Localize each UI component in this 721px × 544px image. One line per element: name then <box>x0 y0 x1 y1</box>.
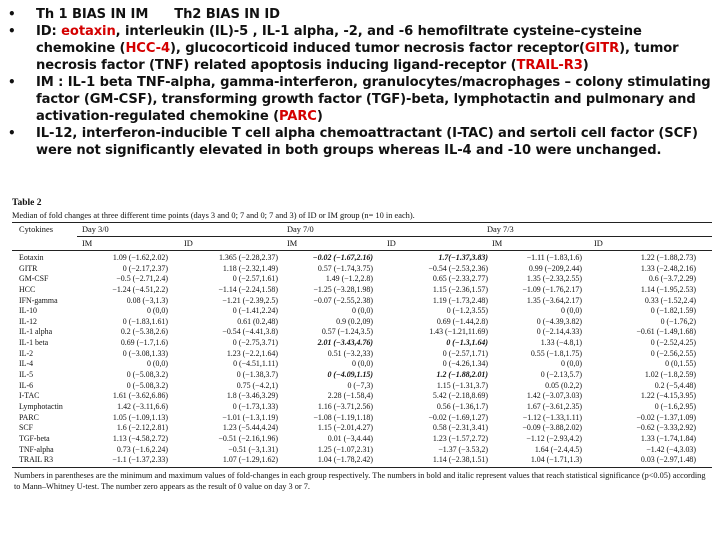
header-id-2: ID <box>387 239 396 248</box>
fold-change-cell: 1.33 (−1.74,1.84) <box>640 433 696 443</box>
fold-change-cell: 1.42 (−3.11,6.6) <box>117 401 168 411</box>
cytokine-name: IFN-gamma <box>19 295 58 305</box>
id-text-3: ), glucocorticoid induced tumor necrosis factor receptor( <box>169 41 585 56</box>
fold-change-cell: 1.22 (−1.88,2.73) <box>640 253 696 262</box>
fold-change-cell: 1.07 (−1.29,1.62) <box>222 455 278 465</box>
fold-change-cell: 1.35 (−3.64,2.17) <box>526 295 582 305</box>
fold-change-cell: 0 (−4.26,1.34) <box>442 359 488 369</box>
fold-change-cell: 0.55 (−1.8,1.75) <box>530 348 582 358</box>
fold-change-cell: 0.01 (−3,4.44) <box>327 433 373 443</box>
fold-change-cell: 0 (0,0) <box>146 306 168 316</box>
fold-change-cell: 1.25 (−1.07,2.31) <box>317 444 373 454</box>
bullet-dot: • <box>8 7 16 21</box>
fold-change-cell: −1.11 (−1.83,1.6) <box>526 253 582 262</box>
fold-change-cell: 0.2 (−5.38,2.6) <box>120 327 168 337</box>
bullet-id-cytokines <box>6 23 716 74</box>
fold-change-cell: 0 (0,1.55) <box>665 359 696 369</box>
fold-change-cell: 1.23 (−2.2,1.64) <box>226 348 278 358</box>
table-row <box>12 402 712 413</box>
table-row <box>12 274 712 285</box>
table-label: Table 2 <box>12 198 42 208</box>
fold-change-cell: 1.35 (−2.33,2.55) <box>526 274 582 284</box>
cytokine-name: TGF-beta <box>19 433 50 443</box>
table-row <box>12 359 712 370</box>
fold-change-cell: 1.15 (−2.01,4.27) <box>317 423 373 433</box>
fold-change-cell: 0.6 (−3.7,2.29) <box>648 274 696 284</box>
table-caption: Median of fold changes at three different time points (days 3 and 0; 7 and 0; 7 and 3) of ID or IM group (n= 10 in each). <box>12 211 415 220</box>
bullet-th-bias <box>6 6 716 23</box>
fold-change-cell: −0.54 (−2.53,2.36) <box>428 263 488 273</box>
fold-change-cell: −0.5 (−2.71,2.4) <box>116 274 168 284</box>
table-footnote: Numbers in parentheses are the minimum and maximum values of fold-changes in each group respectively. The numbers in bold and italic represent values that reach statistical significance (p<0.05) according to Mann–Whitney U-test. The number zero appears as the result of 0 value on day 3 or 7. <box>14 470 706 491</box>
bullet-not-elevated <box>6 125 716 159</box>
fold-change-cell: 1.05 (−1.09,1.13) <box>112 412 168 422</box>
fold-change-cell: −0.51 (−2.16,1.96) <box>218 433 278 443</box>
table-row <box>12 264 712 275</box>
id-text-5: ) <box>582 58 589 73</box>
fold-change-cell: 0.69 (−1.44,2.8) <box>436 316 488 326</box>
fold-change-cell: 1.16 (−3.71,2.56) <box>317 401 373 411</box>
fold-change-cell: 0 (−2.75,3.71) <box>232 338 278 348</box>
fold-change-cell: −1.1 (−1.37,2.33) <box>112 455 168 465</box>
table-row <box>12 413 712 424</box>
fold-change-cell: 0.99 (−209,2.44) <box>528 263 582 273</box>
fold-change-cell: 0.56 (−1.36,1.7) <box>436 401 488 411</box>
fold-change-cell: 0.2 (−5,4.48) <box>654 380 696 390</box>
header-id-1: ID <box>184 239 193 248</box>
cytokine-name: IL-5 <box>19 370 34 380</box>
fold-change-cell: 1.6 (−2.12,2.81) <box>116 423 168 433</box>
fold-change-cell: 2.28 (−1.58,4) <box>327 391 373 401</box>
header-day30: Day 3/0 <box>82 225 109 234</box>
fold-change-cell: 0.75 (−4.2,1) <box>236 380 278 390</box>
fold-change-cell: −0.02 (−1.69,1.27) <box>428 412 488 422</box>
fold-change-cell: 0 (−5.08,3.2) <box>126 370 168 380</box>
fold-change-cell: 1.14 (−2.38,1.51) <box>432 455 488 465</box>
fold-change-cell: 0 (−2.13,5.7) <box>540 370 582 380</box>
fold-change-cell: 0 (−1.73,1.33) <box>232 401 278 411</box>
fold-change-cell: 0.05 (0.2,2) <box>545 380 582 390</box>
fold-change-cell: −1.42 (−4,3.03) <box>646 444 696 454</box>
fold-change-cell: 0 (−4.09,1.15) <box>327 370 373 380</box>
bullet-dot: • <box>8 24 16 38</box>
fold-change-cell: −0.09 (−3.88,2.02) <box>522 423 582 433</box>
fold-change-cell: 1.42 (−3.07,3.03) <box>526 391 582 401</box>
fold-change-cell: 1.04 (−1.71,1.3) <box>530 455 582 465</box>
fold-change-cell: 1.61 (−3.62,6.86) <box>112 391 168 401</box>
cytokine-name: GITR <box>19 263 38 273</box>
fold-change-table <box>12 198 712 492</box>
th1-bias-text: Th 1 BIAS IN IM <box>36 7 149 22</box>
table-row <box>12 381 712 392</box>
header-im-3: IM <box>492 239 503 248</box>
fold-change-cell: 0.51 (−3.2,33) <box>327 348 373 358</box>
table-row <box>12 423 712 434</box>
fold-change-cell: 0 (−2.56,2.55) <box>650 348 696 358</box>
header-im-2: IM <box>287 239 298 248</box>
fold-change-cell: 0 (−3.08,1.33) <box>122 348 168 358</box>
fold-change-cell: 0 (−1.82,1.59) <box>650 306 696 316</box>
cytokine-name: GM-CSF <box>19 274 49 284</box>
header-im-1: IM <box>82 239 93 248</box>
fold-change-cell: 0.03 (−2.97,1.48) <box>640 455 696 465</box>
cytokine-name: IL-6 <box>19 380 34 390</box>
fold-change-cell: 0.61 (0.2,48) <box>237 316 278 326</box>
th2-bias-text: Th2 BIAS IN ID <box>174 7 280 22</box>
fold-change-cell: 1.64 (−2.4,4.5) <box>534 444 582 454</box>
fold-change-cell: 0 (−5.08,3.2) <box>126 380 168 390</box>
fold-change-cell: 0 (−4.51,1.11) <box>233 359 278 369</box>
id-text-4: ), tumor necrosis factor (TNF) related apoptosis inducing ligand-receptor ( <box>36 41 679 73</box>
fold-change-cell: 1.22 (−4.15,3.95) <box>640 391 696 401</box>
fold-change-cell: 1.49 (−1.2,2.8) <box>325 274 373 284</box>
fold-change-cell: 0 (−2.57,1.71) <box>442 348 488 358</box>
table-row <box>12 253 712 264</box>
fold-change-cell: 1.18 (−2.32,1.49) <box>222 263 278 273</box>
fold-change-cell: 0.9 (0.2,09) <box>336 316 373 326</box>
fold-change-cell: 0.73 (−1.6,2.24) <box>116 444 168 454</box>
fold-change-cell: 1.23 (−1.57,2.72) <box>432 433 488 443</box>
fold-change-cell: 0 (−1.76,2) <box>660 316 696 326</box>
cytokine-name: IL-1 alpha <box>19 327 53 337</box>
fold-change-cell: −1.24 (−4.51,2.2) <box>112 284 168 294</box>
fold-change-cell: 5.42 (−2.18,8.69) <box>432 391 488 401</box>
bullet-list <box>6 6 716 159</box>
fold-change-cell: 1.14 (−1.95,2.53) <box>640 284 696 294</box>
fold-change-cell: 0 (0,0) <box>146 359 168 369</box>
fold-change-cell: 1.15 (−1.31,3.7) <box>436 380 488 390</box>
highlight-parc: PARC <box>279 109 317 124</box>
fold-change-cell: −1.12 (−1.33,1.11) <box>522 412 582 422</box>
fold-change-cell: 1.19 (−1.73,2.48) <box>432 295 488 305</box>
fold-change-cell: 0 (0,0) <box>351 306 373 316</box>
cytokine-name: PARC <box>19 412 39 422</box>
cytokine-name: SCF <box>19 423 34 433</box>
fold-change-cell: 0 (0,0) <box>351 359 373 369</box>
fold-change-cell: −1.14 (−2.24,1.58) <box>218 284 278 294</box>
fold-change-cell: 0.58 (−2.31,3.41) <box>432 423 488 433</box>
table-row <box>12 370 712 381</box>
fold-change-cell: −0.54 (−4.41,3.8) <box>222 327 278 337</box>
table-row <box>12 349 712 360</box>
highlight-gitr: GITR <box>584 41 620 56</box>
fold-change-cell: 0 (−1.83,1.61) <box>122 316 168 326</box>
fold-change-cell: −0.62 (−3.33,2.92) <box>636 423 696 433</box>
fold-change-cell: −0.51 (−3,1.31) <box>228 444 278 454</box>
cytokine-name: IL-2 <box>19 348 34 358</box>
table-row <box>12 445 712 456</box>
header-day73: Day 7/3 <box>487 225 514 234</box>
bullet-dot: • <box>8 75 16 89</box>
table-body <box>12 251 712 466</box>
fold-change-cell: 1.33 (−2.48,2.16) <box>640 263 696 273</box>
fold-change-cell: 1.33 (−4.8,1) <box>540 338 582 348</box>
fold-change-cell: 0.08 (−3,1.3) <box>126 295 168 305</box>
fold-change-cell: 0 (−1.41,2.24) <box>232 306 278 316</box>
bullet-im-cytokines <box>6 74 716 125</box>
id-text-2: , interleukin (IL)-5 , IL-1 alpha, -2, and -6 hemofiltrate cysteine–cysteine chemokine ( <box>36 24 642 56</box>
fold-change-cell: 0 (−1.3,1.64) <box>446 338 488 348</box>
fold-change-cell: 0 (−1.2,3.55) <box>446 306 488 316</box>
fold-change-cell: −1.37 (−3.53,2) <box>438 444 488 454</box>
cytokine-name: IL-12 <box>19 316 37 326</box>
fold-change-cell: 1.8 (−3.46,3.29) <box>226 391 278 401</box>
fold-change-cell: 1.365 (−2.28,2.37) <box>218 253 278 262</box>
cytokine-name: Lymphotactin <box>19 401 63 411</box>
fold-change-cell: 0 (−2.57,1.61) <box>232 274 278 284</box>
cytokine-name: IL-1 beta <box>19 338 49 348</box>
fold-change-cell: 2.01 (−3.43,4.76) <box>317 338 373 348</box>
fold-change-cell: 0 (0,0) <box>560 359 582 369</box>
fold-change-cell: 0.57 (−1.74,3.75) <box>317 263 373 273</box>
cytokine-name: TNF-alpha <box>19 444 54 454</box>
fold-change-cell: 0.57 (−1.24,3.5) <box>321 327 373 337</box>
table-row <box>12 434 712 445</box>
table-row <box>12 391 712 402</box>
fold-change-cell: 0 (−4.39,3.82) <box>536 316 582 326</box>
fold-change-cell: 0 (−2.52,4.25) <box>650 338 696 348</box>
fold-change-cell: 1.43 (−1.21,11.69) <box>429 327 488 337</box>
fold-change-cell: 0 (−7,3) <box>347 380 373 390</box>
fold-change-cell: 1.09 (−1.62,2.02) <box>112 253 168 262</box>
bullet-dot: • <box>8 126 16 140</box>
fold-change-cell: 0.33 (−1.52,2.4) <box>644 295 696 305</box>
table-row <box>12 296 712 307</box>
fold-change-cell: −0.02 (−1.37,1.09) <box>636 412 696 422</box>
fold-change-cell: 0.69 (−1.7,1.6) <box>120 338 168 348</box>
fold-change-cell: 0.65 (−2.33,2.77) <box>432 274 488 284</box>
fold-change-cell: 0 (−1.38,3.7) <box>236 370 278 380</box>
fold-change-cell: 1.23 (−5.44,4.24) <box>222 423 278 433</box>
fold-change-cell: 1.67 (−3.61,2.35) <box>526 401 582 411</box>
fold-change-cell: −1.09 (−1.76,2.17) <box>522 284 582 294</box>
fold-change-cell: 0 (0,0) <box>560 306 582 316</box>
fold-change-cell: 1.2 (−1.88,2.01) <box>436 370 488 380</box>
fold-change-cell: −0.61 (−1.49,1.68) <box>636 327 696 337</box>
highlight-trail-r3: TRAIL-R3 <box>516 58 583 73</box>
header-cytokines: Cytokines <box>19 225 53 234</box>
not-elevated-text: IL-12, interferon-inducible T cell alpha chemoattractant (I-TAC) and sertoli cell factor (SCF) were not significantly elevated in both groups whereas IL-4 and -10 were unchanged. <box>36 126 698 158</box>
highlight-hcc4: HCC-4 <box>125 41 170 56</box>
table-row <box>12 327 712 338</box>
header-day70: Day 7/0 <box>287 225 314 234</box>
cytokine-name: IL-10 <box>19 306 37 316</box>
im-text-1: IM : IL-1 beta TNF-alpha, gamma-interferon, granulocytes/macrophages – colony stimulating factor (GM-CSF), transforming growth factor (TGF)-beta, lymphotactin and pulmonary and activation-regulated chemokine ( <box>36 75 711 124</box>
id-text-1: ID: <box>36 24 62 39</box>
fold-change-cell: −1.01 (−1.3,1.19) <box>222 412 278 422</box>
header-row-groups <box>12 237 712 250</box>
fold-change-cell: 1.7(−1.37,3.83) <box>438 253 488 262</box>
fold-change-cell: 0 (−2.17,2.37) <box>122 263 168 273</box>
table-row <box>12 338 712 349</box>
fold-change-cell: −0.07 (−2.55,2.38) <box>313 295 373 305</box>
fold-change-cell: 1.13 (−4.58,2.72) <box>112 433 168 443</box>
cytokine-name: IL-4 <box>19 359 34 369</box>
cytokine-name: I-TAC <box>19 391 40 401</box>
fold-change-cell: 1.02 (−1.8,2.59) <box>644 370 696 380</box>
table-row <box>12 306 712 317</box>
table-row <box>12 285 712 296</box>
fold-change-cell: −1.12 (−2.93,4.2) <box>526 433 582 443</box>
header-row-days <box>12 223 712 236</box>
fold-change-cell: 1.15 (−2.36,1.57) <box>432 284 488 294</box>
cytokine-name: HCC <box>19 284 36 294</box>
cytokine-name: Eotaxin <box>19 253 44 262</box>
table-row <box>12 455 712 466</box>
cytokine-name: TRAIL R3 <box>19 455 54 465</box>
fold-change-cell: −1.25 (−3.28,1.98) <box>313 284 373 294</box>
fold-change-cell: 0 (−1.6,2.95) <box>654 401 696 411</box>
fold-change-cell: −1.08 (−1.19,1.18) <box>313 412 373 422</box>
im-text-2: ) <box>316 109 323 124</box>
fold-change-cell: −0.02 (−1.67,2.16) <box>312 253 373 262</box>
table-row <box>12 317 712 328</box>
fold-change-cell: 0 (−2.14,4.33) <box>536 327 582 337</box>
highlight-eotaxin: eotaxin <box>61 24 116 39</box>
fold-change-cell: −1.21 (−2.39,2.5) <box>222 295 278 305</box>
fold-change-cell: 1.04 (−1.78,2.42) <box>317 455 373 465</box>
header-id-3: ID <box>594 239 603 248</box>
